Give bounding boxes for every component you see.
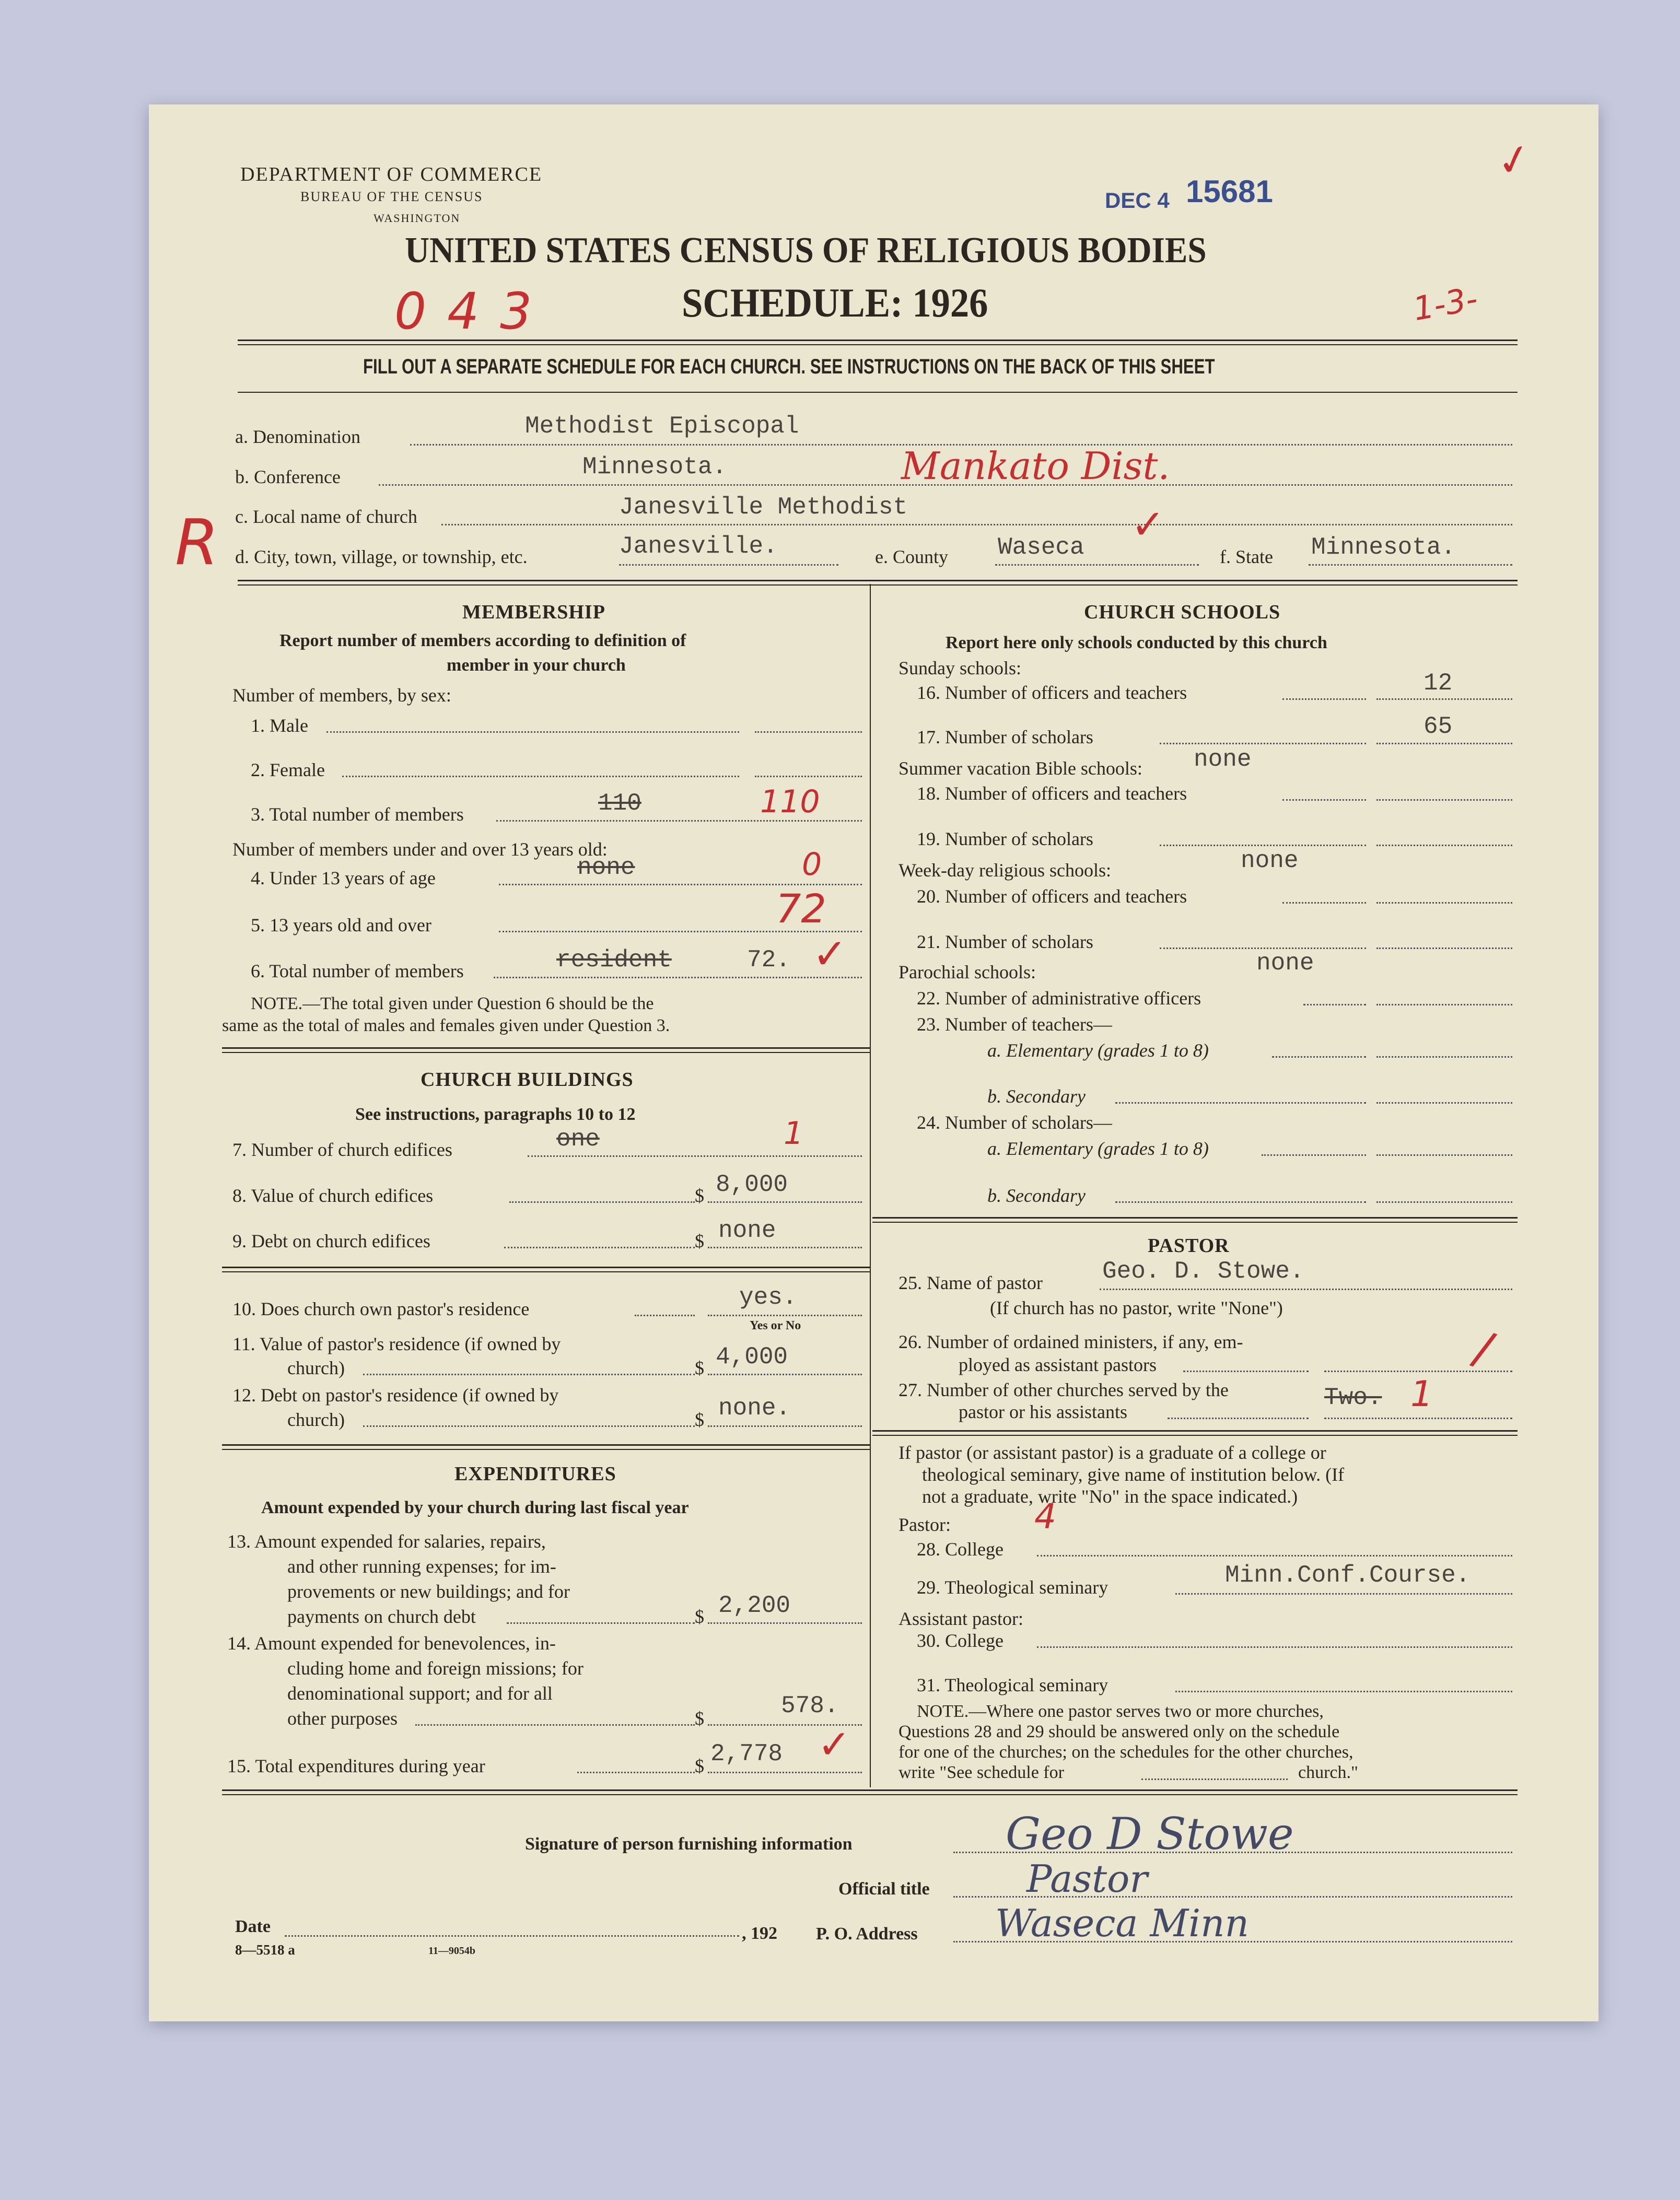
pastor-section-label: Pastor: xyxy=(899,1514,951,1535)
q17-answer-line xyxy=(1376,743,1512,744)
q13-dollar-sign: $ xyxy=(695,1606,704,1627)
parochial-schools-value[interactable]: none xyxy=(1256,950,1314,977)
local-name-label: c. Local name of church xyxy=(235,506,417,527)
age-intro-label: Number of members under and over 13 years old: xyxy=(232,839,608,860)
state-label: f. State xyxy=(1220,546,1273,567)
q12-label-cont: church) xyxy=(287,1409,345,1430)
q8-label: 8. Value of church edifices xyxy=(232,1185,434,1206)
q2-answer-line xyxy=(755,776,862,777)
graduate-note-2: theological seminary, give name of institution below. (If xyxy=(922,1464,1345,1485)
q23-label: 23. Number of teachers— xyxy=(917,1014,1112,1035)
q13-line xyxy=(507,1622,695,1624)
local-name-line xyxy=(441,524,1512,525)
q21-answer-line xyxy=(1376,947,1512,949)
county-line xyxy=(995,564,1199,566)
buildings-subtitle: See instructions, paragraphs 10 to 12 xyxy=(355,1105,636,1124)
q9-answer-line xyxy=(708,1247,862,1248)
q10-label: 10. Does church own pastor's residence xyxy=(232,1298,530,1319)
q23a-answer-line xyxy=(1376,1056,1512,1058)
official-title-label: Official title xyxy=(838,1879,930,1899)
address-label: P. O. Address xyxy=(816,1924,918,1944)
q6-typed-note[interactable]: resident xyxy=(556,946,672,974)
county-check-icon: ✓ xyxy=(1131,501,1165,548)
q13-line-1: 13. Amount expended for salaries, repairs, xyxy=(227,1531,546,1552)
signature-label: Signature of person furnishing information xyxy=(525,1834,853,1854)
q10-value[interactable]: yes. xyxy=(739,1284,797,1311)
q10-hint: Yes or No xyxy=(750,1319,801,1332)
q25-label: 25. Name of pastor xyxy=(899,1272,1043,1293)
header-divider xyxy=(238,340,1518,345)
form-number: 8—5518 a xyxy=(235,1942,295,1958)
q11-label: 11. Value of pastor's residence (if owned by xyxy=(232,1333,561,1354)
q7-label: 7. Number of church edifices xyxy=(232,1139,452,1160)
q31-line xyxy=(1175,1691,1512,1692)
q16-label: 16. Number of officers and teachers xyxy=(917,682,1187,703)
q15-value[interactable]: 2,778 xyxy=(710,1740,783,1768)
pastor-note-3: for one of the churches; on the schedules for the other churches, xyxy=(899,1742,1354,1762)
q26-label-cont: ployed as assistant pastors xyxy=(959,1354,1157,1375)
weekday-schools-value[interactable]: none xyxy=(1241,847,1299,874)
county-label: e. County xyxy=(875,546,948,567)
q4-label: 4. Under 13 years of age xyxy=(251,868,436,888)
q11-line xyxy=(363,1374,695,1375)
q23b-label: b. Secondary xyxy=(987,1086,1086,1107)
census-schedule-sheet xyxy=(149,104,1599,2021)
q19-label: 19. Number of scholars xyxy=(917,828,1093,849)
q14-line-4: other purposes xyxy=(287,1708,398,1729)
q1-label: 1. Male xyxy=(251,715,308,736)
q20-label: 20. Number of officers and teachers xyxy=(917,886,1187,907)
q3-label: 3. Total number of members xyxy=(251,804,464,825)
membership-subtitle-2: member in your church xyxy=(447,656,626,675)
q27-typed-value[interactable]: Two. xyxy=(1324,1384,1382,1411)
sunday-schools-label: Sunday schools: xyxy=(899,658,1022,678)
q24b-label: b. Secondary xyxy=(987,1185,1086,1206)
q5-red-value: 72 xyxy=(776,885,826,932)
q27-red-value: 1 xyxy=(1410,1374,1433,1415)
membership-title: MEMBERSHIP xyxy=(462,601,605,623)
q8-dollar-sign: $ xyxy=(695,1185,704,1206)
city-label: d. City, town, village, or township, etc. xyxy=(235,546,528,567)
pastor-name-value[interactable]: Geo. D. Stowe. xyxy=(1102,1258,1304,1285)
received-date-stamp: DEC 4 xyxy=(1105,188,1170,213)
graduate-note-1: If pastor (or assistant pastor) is a graduate of a college or xyxy=(899,1442,1326,1463)
q6-check-icon: ✓ xyxy=(812,930,848,978)
q9-dollar-sign: $ xyxy=(695,1231,704,1251)
q18-line xyxy=(1282,799,1366,801)
q24-label: 24. Number of scholars— xyxy=(917,1112,1112,1133)
q22-line xyxy=(1303,1004,1366,1005)
q28-label: 28. College xyxy=(917,1539,1004,1560)
q7-red-value: 1 xyxy=(784,1115,804,1152)
general-divider xyxy=(238,580,1518,586)
q19-answer-line xyxy=(1376,845,1512,846)
q2-line xyxy=(342,776,739,777)
q15-check-icon: ✓ xyxy=(818,1721,851,1768)
q3-red-value: 110 xyxy=(760,783,820,820)
q4-red-value: 0 xyxy=(802,846,822,883)
q13-value[interactable]: 2,200 xyxy=(718,1592,791,1619)
expenditures-title: EXPENDITURES xyxy=(454,1463,616,1485)
q11-answer-line xyxy=(708,1374,862,1375)
q10-answer-line xyxy=(708,1315,862,1316)
q14-line-3: denominational support; and for all xyxy=(287,1683,553,1704)
signature-value[interactable]: Geo D Stowe xyxy=(1006,1808,1294,1859)
q12-value[interactable]: none. xyxy=(718,1395,791,1422)
q20-answer-line xyxy=(1376,902,1512,904)
q24a-line xyxy=(1262,1154,1366,1156)
city-line xyxy=(619,564,838,566)
q27-red-slash: / xyxy=(1466,1320,1501,1378)
see-schedule-line xyxy=(1141,1778,1288,1780)
q3-typed-value[interactable]: 110 xyxy=(598,790,641,817)
conference-label: b. Conference xyxy=(235,466,341,487)
schedule-title: SCHEDULE: 1926 xyxy=(682,280,988,325)
pastor-note-4-end: church." xyxy=(1298,1763,1358,1782)
q19-line xyxy=(1160,845,1366,846)
form-title: UNITED STATES CENSUS OF RELIGIOUS BODIES xyxy=(405,230,1207,271)
pastor-title: PASTOR xyxy=(1148,1235,1230,1257)
denomination-value[interactable]: Methodist Episcopal xyxy=(525,413,799,440)
q25-hint: (If church has no pastor, write "None") xyxy=(990,1297,1283,1318)
q25-line xyxy=(1100,1289,1512,1290)
q17-value[interactable]: 65 xyxy=(1424,713,1453,740)
q14-line-1: 14. Amount expended for benevolences, in- xyxy=(227,1633,556,1654)
date-line xyxy=(285,1935,739,1937)
q14-value[interactable]: 578. xyxy=(781,1692,839,1719)
graduate-note-3: not a graduate, write "No" in the space indicated.) xyxy=(922,1486,1298,1507)
q26-line xyxy=(1183,1371,1309,1372)
membership-divider xyxy=(222,1047,870,1053)
q27-label: 27. Number of other churches served by the xyxy=(899,1379,1229,1400)
q9-value[interactable]: none xyxy=(718,1217,776,1244)
q8-line xyxy=(509,1201,695,1203)
q1-answer-line xyxy=(755,731,862,733)
q9-label: 9. Debt on church edifices xyxy=(232,1231,430,1251)
q12-answer-line xyxy=(708,1425,862,1427)
q9-line xyxy=(504,1247,695,1248)
q6-line xyxy=(494,977,862,978)
q4-typed-value[interactable]: none xyxy=(577,854,635,881)
q6-value[interactable]: 72. xyxy=(747,946,790,974)
q21-label: 21. Number of scholars xyxy=(917,931,1093,952)
q13-answer-line xyxy=(708,1622,862,1624)
pastor-red-mark: 4 xyxy=(1034,1496,1056,1537)
county-value[interactable]: Waseca xyxy=(998,534,1084,561)
date-label: Date xyxy=(235,1917,271,1936)
pastor-note-4: write "See schedule for xyxy=(899,1763,1064,1782)
q15-label: 15. Total expenditures during year xyxy=(227,1756,485,1776)
q16-line xyxy=(1282,698,1366,700)
weekday-schools-label: Week-day religious schools: xyxy=(899,860,1112,881)
q29-line xyxy=(1175,1593,1512,1595)
q27-label-cont: pastor or his assistants xyxy=(959,1401,1127,1422)
membership-note-2: same as the total of males and females given under Question 3. xyxy=(222,1016,670,1035)
conference-value[interactable]: Minnesota. xyxy=(582,453,727,481)
q14-dollar-sign: $ xyxy=(695,1708,704,1729)
buildings-divider xyxy=(222,1267,870,1272)
expenditures-subtitle: Amount expended by your church during last fiscal year xyxy=(261,1498,689,1517)
q30-line xyxy=(1037,1646,1512,1648)
schools-subtitle: Report here only schools conducted by this church xyxy=(946,633,1327,652)
q6-label: 6. Total number of members xyxy=(251,961,464,981)
q8-answer-line xyxy=(708,1201,862,1203)
q18-answer-line xyxy=(1376,799,1512,801)
q21-line xyxy=(1160,947,1366,949)
q15-dollar-sign: $ xyxy=(695,1756,704,1776)
q31-label: 31. Theological seminary xyxy=(917,1675,1109,1695)
q17-label: 17. Number of scholars xyxy=(917,727,1093,747)
q15-line xyxy=(577,1772,695,1773)
q23a-line xyxy=(1272,1056,1366,1058)
q24b-answer-line xyxy=(1376,1201,1512,1203)
pastor-note-2: Questions 28 and 29 should be answered only on the schedule xyxy=(899,1722,1340,1741)
official-title-value[interactable]: Pastor xyxy=(1026,1857,1148,1901)
summer-schools-label: Summer vacation Bible schools: xyxy=(899,758,1142,779)
summer-schools-value[interactable]: none xyxy=(1194,746,1252,773)
q26-label: 26. Number of ordained ministers, if any, em- xyxy=(899,1331,1243,1352)
seminary-value[interactable]: Minn.Conf.Course. xyxy=(1225,1562,1471,1589)
date-year: , 192 xyxy=(742,1924,777,1943)
q24a-answer-line xyxy=(1376,1154,1512,1156)
parochial-schools-label: Parochial schools: xyxy=(899,962,1036,982)
city-value[interactable]: Janesville. xyxy=(619,533,778,560)
denomination-label: a. Denomination xyxy=(235,426,360,447)
banner-divider xyxy=(238,392,1518,393)
q22-answer-line xyxy=(1376,1004,1512,1005)
q13-line-4: payments on church debt xyxy=(287,1606,476,1627)
buildings-title: CHURCH BUILDINGS xyxy=(421,1069,634,1091)
q24b-line xyxy=(1115,1201,1366,1203)
q23a-label: a. Elementary (grades 1 to 8) xyxy=(987,1040,1209,1061)
q3-line xyxy=(496,820,862,822)
column-divider xyxy=(870,584,871,1787)
q13-line-3: provements or new buildings; and for xyxy=(287,1581,570,1602)
q29-label: 29. Theological seminary xyxy=(917,1577,1109,1598)
department-heading: DEPARTMENT OF COMMERCE xyxy=(240,163,543,185)
buildings-end-divider xyxy=(222,1444,870,1450)
red-check-mark-icon: ✓ xyxy=(1492,133,1536,188)
q22-label: 22. Number of administrative officers xyxy=(917,988,1201,1009)
address-value[interactable]: Waseca Minn xyxy=(995,1901,1249,1945)
q11-label-cont: church) xyxy=(287,1358,345,1378)
q11-value[interactable]: 4,000 xyxy=(716,1343,788,1371)
q12-label: 12. Debt on pastor's residence (if owned by xyxy=(232,1385,559,1406)
q16-value[interactable]: 12 xyxy=(1424,670,1453,697)
red-handwritten-code: 043 xyxy=(394,282,553,341)
local-name-value[interactable]: Janesville Methodist xyxy=(619,494,908,521)
signature-divider xyxy=(222,1789,1518,1795)
q8-value[interactable]: 8,000 xyxy=(716,1171,788,1198)
q10-line xyxy=(635,1315,695,1316)
q16-answer-line xyxy=(1376,698,1512,700)
assistant-pastor-label: Assistant pastor: xyxy=(899,1608,1023,1629)
pastor-note-1: NOTE.—Where one pastor serves two or more churches, xyxy=(917,1702,1324,1721)
q11-dollar-sign: $ xyxy=(695,1358,704,1378)
q14-line-2: cluding home and foreign missions; for xyxy=(287,1658,584,1679)
pastor-divider xyxy=(872,1430,1518,1436)
q27-answer-line xyxy=(1324,1418,1512,1419)
red-r-mark: R xyxy=(175,507,219,579)
print-number: 11—9054b xyxy=(428,1945,476,1957)
instruction-banner: FILL OUT A SEPARATE SCHEDULE FOR EACH CHURCH. SEE INSTRUCTIONS ON THE BACK OF THIS SHEET xyxy=(363,355,1215,378)
q12-line xyxy=(363,1425,695,1427)
q5-label: 5. 13 years old and over xyxy=(251,915,431,935)
q12-dollar-sign: $ xyxy=(695,1409,704,1430)
q7-line xyxy=(528,1155,862,1157)
membership-note-1: NOTE.—The total given under Question 6 should be the xyxy=(251,994,654,1013)
q23b-line xyxy=(1115,1102,1366,1104)
state-value[interactable]: Minnesota. xyxy=(1311,534,1456,561)
red-handwritten-mark: 1-3- xyxy=(1410,279,1481,329)
q28-line xyxy=(1037,1555,1512,1557)
q13-line-2: and other running expenses; for im- xyxy=(287,1556,556,1577)
q7-typed-value[interactable]: one xyxy=(556,1126,600,1153)
q23b-answer-line xyxy=(1376,1102,1512,1104)
q30-label: 30. College xyxy=(917,1630,1004,1651)
q17-line xyxy=(1160,743,1366,744)
q24a-label: a. Elementary (grades 1 to 8) xyxy=(987,1138,1209,1159)
conference-red-note: Mankato Dist. xyxy=(901,444,1170,488)
q20-line xyxy=(1282,902,1366,904)
q27-line xyxy=(1168,1418,1309,1419)
q1-line xyxy=(326,731,739,733)
schools-title: CHURCH SCHOOLS xyxy=(1084,601,1281,623)
q15-answer-line xyxy=(708,1772,862,1773)
stamp-number: 15681 xyxy=(1186,174,1273,209)
membership-subtitle-1: Report number of members according to definition of xyxy=(279,631,686,650)
state-line xyxy=(1309,564,1512,566)
city-heading: WASHINGTON xyxy=(374,212,461,225)
schools-divider xyxy=(872,1217,1518,1223)
q18-label: 18. Number of officers and teachers xyxy=(917,783,1187,804)
members-by-sex-label: Number of members, by sex: xyxy=(232,685,451,706)
q2-label: 2. Female xyxy=(251,759,325,780)
q14-line xyxy=(415,1724,695,1726)
bureau-heading: BUREAU OF THE CENSUS xyxy=(300,189,483,204)
